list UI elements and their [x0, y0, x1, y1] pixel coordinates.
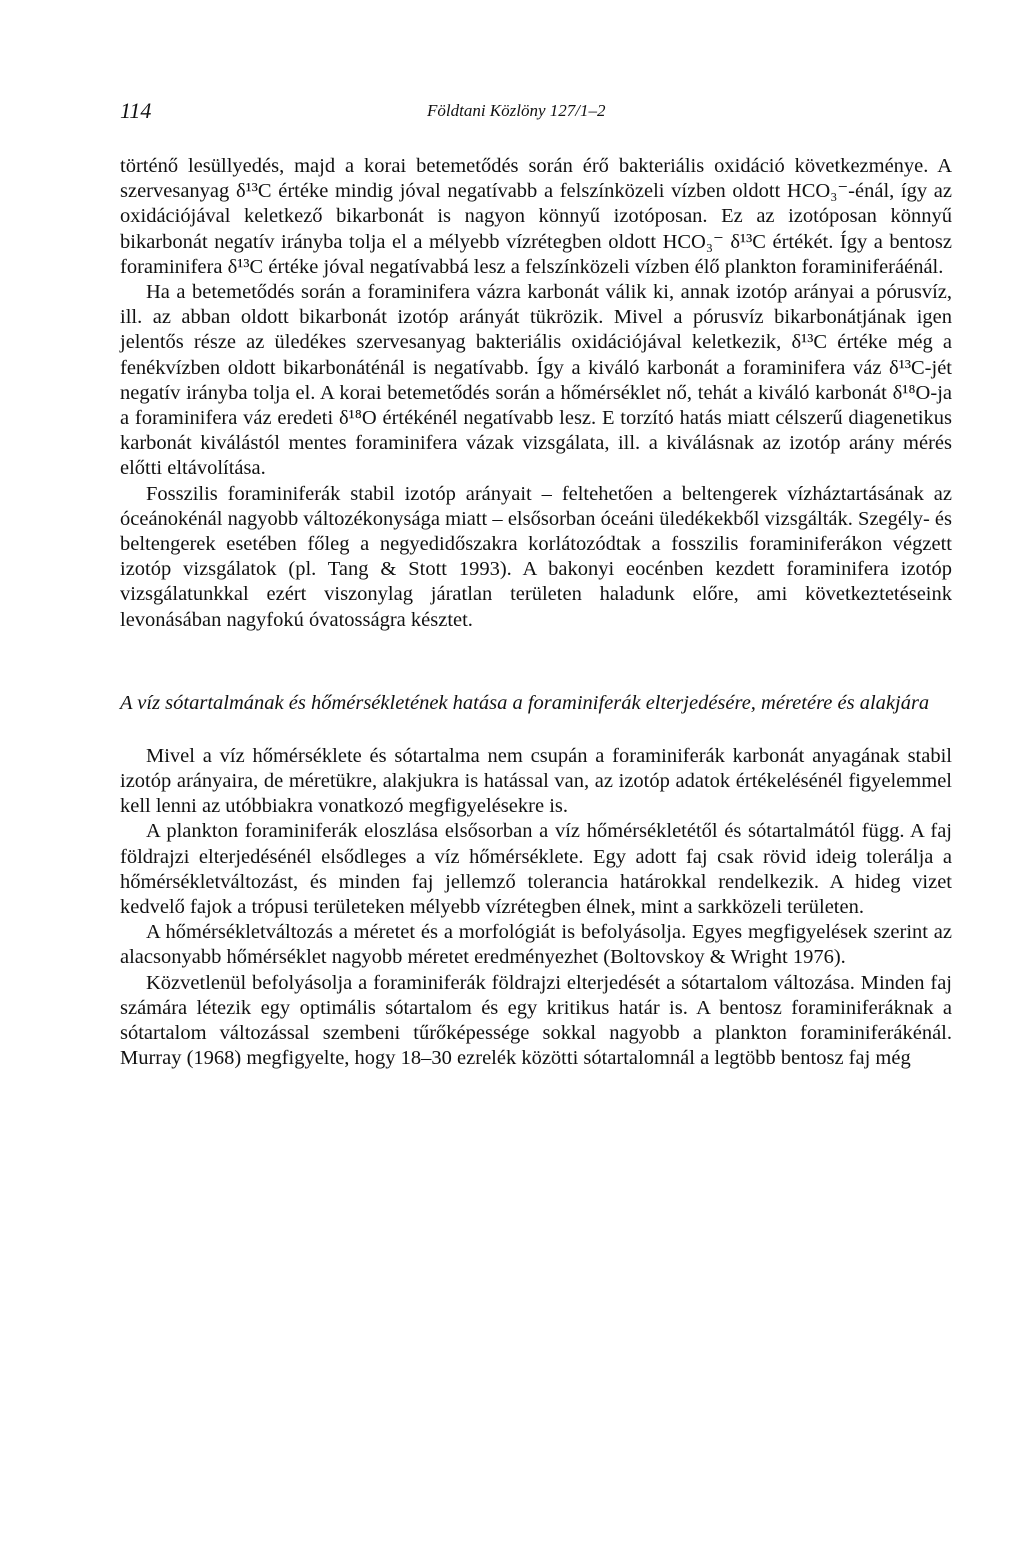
- paragraph-3: Fosszilis foraminiferák stabil izotóp arányait – feltehetően a beltengerek vízháztartásának az óceánokénál nagyobb változékonysága miatt – elsősorban óceáni üledékekből vizsgálták. Szegély- és beltengerek esetében főleg a negyedidőszakra korlátozódtak a fosszilis foraminiferákon végzett izotóp vizsgálatok (pl. Tang & Stott 1993). A bakonyi eocénben kezdett foraminifera izotóp vizsgálatunkkal ezért viszonylag járatlan területen haladunk előre, ami következtetéseink levonásában nagyfokú óvatosságra késztet.: [120, 482, 952, 631]
- paragraph-5: A plankton foraminiferák eloszlása elsősorban a víz hőmérsékletétől és sótartalmától függ. A faj földrajzi elterjedésénél elsődleges a víz hőmérséklete. Egy adott faj csak rövid ideig tolerálja a hőmérsékletváltozást, és minden faj jellemző tolerancia határokkal rendelkezik. A hideg vizet kedvelő fajok a trópusi területeken mélyebb vízrétegben élnek, mint a sarkközeli területen.: [120, 820, 952, 919]
- page-header: [120, 98, 952, 134]
- running-head: Földtani Közlöny 127/1–2: [427, 101, 606, 120]
- page: [120, 98, 952, 1072]
- section-heading: A víz sótartalmának és hőmérsékletének hatása a foraminiferák elterjedésére, méretére és alakjára: [120, 691, 930, 714]
- paragraph-1: történő lesüllyedés, majd a korai betemetődés során érő bakteriális oxidáció következménye. A szervesanyag δ¹³C értéke mindig jóval negatívabb a felszínközeli vízben oldott HCO₃⁻-énál, így az oxidációjával keletkező bikarbonát is nagyon könnyű izotóposan. Ez az izotóposan könnyű bikarbonát negatív irányba tolja el a mélyebb vízrétegben oldott HCO₃⁻ δ¹³C értékét. Így a bentosz foraminifera δ¹³C értéke jóval negatívabbá lesz a felszínközeli vízben élő plankton foraminiferáénál.: [120, 155, 952, 278]
- page-number: 114: [120, 98, 152, 123]
- paragraph-2: Ha a betemetődés során a foraminifera vázra karbonát válik ki, annak izotóp arányai a pórusvíz, ill. az abban oldott bikarbonát izotóp arányát tükrözik. Mivel a pórusvíz bikarbonátjának igen jelentős része az üledékes szervesanyag bakteriális oxidációjával keletkezik, δ¹³C értéke még a fenékvízben oldott bikarbonáténál is negatívabb. Így a kiváló karbonát a foraminifera váz δ¹³C-jét negatív irányba tolja el. A korai betemetődés során a hőmérséklet nő, tehát a kiváló karbonát δ¹⁸O-ja a foraminifera váz eredeti δ¹⁸O értékénél negatívabb lesz. E torzító hatás miatt célszerű diagenetikus karbonát kiválástól mentes foraminifera vázak vizsgálata, ill. a kiválásnak az izotóp arány mérés előtti eltávolítása.: [120, 281, 952, 480]
- paragraph-7: Közvetlenül befolyásolja a foraminiferák földrajzi elterjedését a sótartalom változása. Minden faj számára létezik egy optimális sótartalom és egy kritikus határ is. A bentosz foraminiferáknak a sótartalom változással szembeni tűrőképessége sokkal nagyobb a plankton foraminiferákénál. Murray (1968) megfigyelte, hogy 18–30 ezrelék közötti sótartalomnál a legtöbb bentosz faj még: [120, 971, 952, 1070]
- paragraph-6: A hőmérsékletváltozás a méretet és a morfológiát is befolyásolja. Egyes megfigyelések szerint az alacsonyabb hőmérséklet nagyobb méretet eredményezhet (Boltovskoy & Wright 1976).: [120, 921, 952, 969]
- paragraph-4: Mivel a víz hőmérséklete és sótartalma nem csupán a foraminiferák karbonát anyagának stabil izotóp arányaira, de méretükre, alakjukra is hatással van, az izotóp adatok értékelésénél figyelemmel kell lenni az utóbbiakra vonatkozó megfigyelésekre is.: [120, 744, 952, 818]
